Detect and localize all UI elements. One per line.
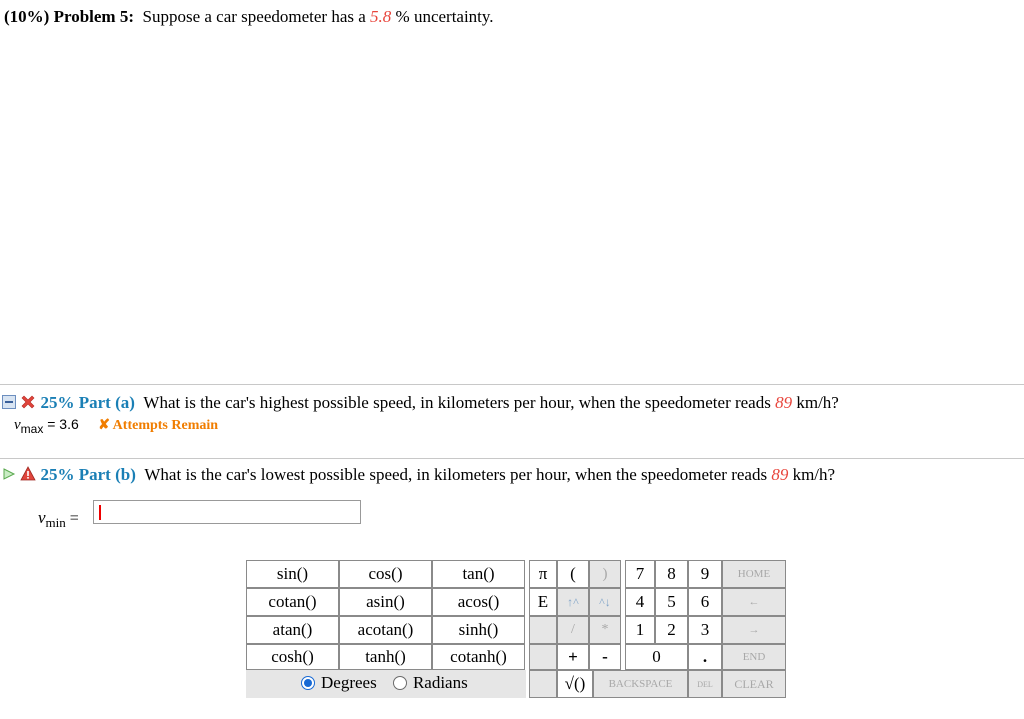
answer-value: = 3.6 — [47, 416, 79, 432]
key-sqrt[interactable]: √() — [557, 670, 593, 698]
key-cos[interactable]: cos() — [339, 560, 432, 588]
warning-icon — [20, 466, 36, 486]
key-5[interactable]: 5 — [655, 588, 688, 616]
key-up-caret[interactable]: ↑^ — [557, 588, 589, 616]
key-del[interactable]: DEL — [688, 670, 722, 698]
input-subscript: min — [45, 515, 66, 531]
key-backspace[interactable]: BACKSPACE — [593, 670, 688, 698]
part-a-percent: 25% — [40, 393, 75, 412]
uncertainty-value: 5.8 — [370, 7, 392, 26]
key-e[interactable]: E — [529, 588, 557, 616]
key-blank-1 — [529, 616, 557, 644]
part-b-reading: 89 — [771, 465, 789, 484]
key-close-paren[interactable]: ) — [589, 560, 621, 588]
key-asin[interactable]: asin() — [339, 588, 432, 616]
degrees-label: Degrees — [321, 673, 377, 692]
attempts-status: ✘ Attempts Remain — [98, 418, 219, 433]
incorrect-icon — [20, 394, 36, 415]
collapse-icon[interactable] — [2, 394, 16, 414]
input-symbol: v — [38, 508, 46, 527]
part-a-question: What is the car's highest possible speed, in kilometers per hour, when the speedometer reads — [143, 393, 771, 412]
key-blank-3 — [529, 670, 557, 698]
key-9[interactable]: 9 — [688, 560, 722, 588]
key-7[interactable]: 7 — [625, 560, 655, 588]
divider-a — [0, 384, 1024, 385]
key-clear[interactable]: CLEAR — [722, 670, 786, 698]
key-tanh[interactable]: tanh() — [339, 644, 432, 670]
key-6[interactable]: 6 — [688, 588, 722, 616]
key-down-caret[interactable]: ^↓ — [589, 588, 621, 616]
key-end[interactable]: END — [722, 644, 786, 670]
part-a-answer — [14, 416, 218, 436]
part-a-reading: 89 — [775, 393, 793, 412]
key-home[interactable]: HOME — [722, 560, 786, 588]
part-a-label: Part (a) — [78, 393, 135, 412]
degrees-radio[interactable] — [301, 676, 315, 690]
key-pi[interactable]: π — [529, 560, 557, 588]
key-tan[interactable]: tan() — [432, 560, 525, 588]
answer-input-label — [38, 508, 79, 531]
input-equals: = — [69, 510, 79, 527]
problem-statement — [4, 7, 494, 27]
part-b-unit: km/h? — [792, 465, 836, 484]
key-cotan[interactable]: cotan() — [246, 588, 339, 616]
problem-text-after: % uncertainty. — [395, 7, 494, 26]
part-b-percent: 25% — [40, 465, 75, 484]
text-cursor — [99, 505, 101, 520]
key-acos[interactable]: acos() — [432, 588, 525, 616]
key-2[interactable]: 2 — [655, 616, 688, 644]
part-a-unit: km/h? — [796, 393, 839, 412]
expand-arrow-icon[interactable] — [2, 466, 16, 486]
key-0[interactable]: 0 — [625, 644, 688, 670]
part-a-header — [2, 393, 839, 415]
answer-symbol: v — [14, 417, 21, 433]
answer-subscript: max — [20, 421, 44, 436]
key-decimal[interactable]: . — [688, 644, 722, 670]
key-cotanh[interactable]: cotanh() — [432, 644, 525, 670]
key-left[interactable]: ← — [722, 588, 786, 616]
radians-radio[interactable] — [393, 676, 407, 690]
key-cosh[interactable]: cosh() — [246, 644, 339, 670]
radians-label: Radians — [412, 673, 468, 692]
problem-weight: (10%) — [4, 7, 50, 26]
key-right[interactable]: → — [722, 616, 786, 644]
problem-number: Problem 5: — [53, 7, 134, 26]
part-b-header — [2, 465, 835, 486]
answer-input[interactable] — [93, 500, 361, 524]
key-plus[interactable]: + — [557, 644, 589, 670]
part-b-label: Part (b) — [78, 465, 136, 484]
key-8[interactable]: 8 — [655, 560, 688, 588]
key-minus[interactable]: - — [589, 644, 621, 670]
key-blank-2 — [529, 644, 557, 670]
key-divide[interactable]: / — [557, 616, 589, 644]
key-atan[interactable]: atan() — [246, 616, 339, 644]
key-acotan[interactable]: acotan() — [339, 616, 432, 644]
part-b-question: What is the car's lowest possible speed, in kilometers per hour, when the speedometer reads — [144, 465, 768, 484]
key-sinh[interactable]: sinh() — [432, 616, 525, 644]
key-3[interactable]: 3 — [688, 616, 722, 644]
divider-b — [0, 458, 1024, 459]
key-4[interactable]: 4 — [625, 588, 655, 616]
key-1[interactable]: 1 — [625, 616, 655, 644]
angle-mode — [301, 673, 468, 693]
key-multiply[interactable]: * — [589, 616, 621, 644]
key-open-paren[interactable]: ( — [557, 560, 589, 588]
problem-text-before: Suppose a car speedometer has a — [142, 7, 366, 26]
key-sin[interactable]: sin() — [246, 560, 339, 588]
